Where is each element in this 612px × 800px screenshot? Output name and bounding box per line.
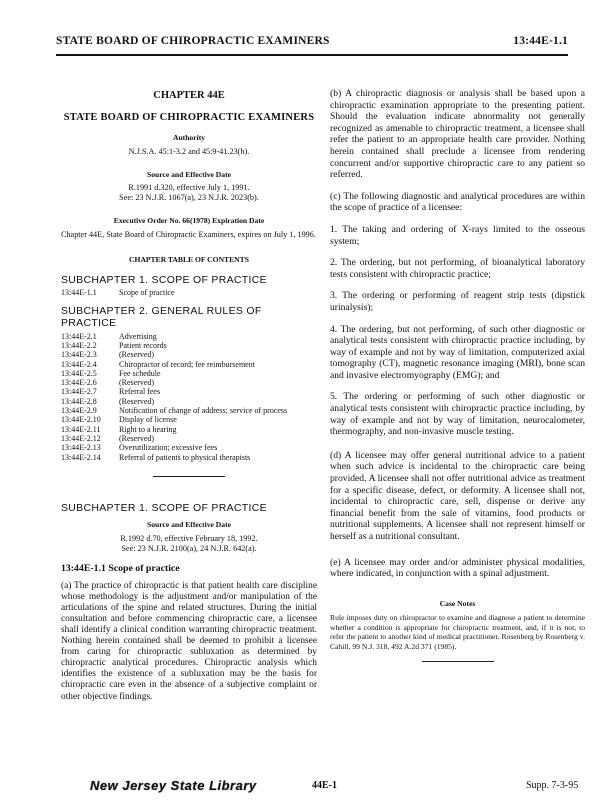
toc-row (61, 288, 317, 297)
toc-subchapter-2-title: SUBCHAPTER 2. GENERAL RULES OF PRACTICE (61, 305, 262, 330)
toc-entry-title: Overutilization; excessive fees (119, 443, 218, 453)
source-line-2: See: 23 N.J.R. 1067(a), 23 N.J.R. 2023(b). (119, 193, 259, 203)
toc-entry-title: Advertising (119, 331, 157, 341)
authority-heading: Authority (172, 133, 206, 143)
toc-entry-title: Fee schedule (119, 368, 161, 378)
case-notes-text: Rule imposes duty on chiropractor to examine and diagnose a patient to determine whether a condition is appropriate for chiropractic treatment, and, if it is not, to refer the patient to another kind of medical practitioner. Rosenberg by Rosenberg v. Cahill, 99 N.J. 318, 492 A.2d 371 (1985). (330, 613, 585, 651)
toc-number: 13:44E-2.11 (61, 424, 101, 434)
toc-row (61, 434, 317, 443)
toc-number: 13:44E-1.1 (61, 288, 97, 298)
toc-row (61, 378, 317, 387)
paragraph-c: (c) The following diagnostic and analytical procedures are within the scope of practice of a licensee: (330, 190, 585, 214)
right-column (330, 88, 585, 662)
toc-number: 13:44E-2.6 (61, 378, 97, 388)
source-line-1: R.1991 d.320, effective July 1, 1991. (128, 183, 250, 193)
section-heading: 13:44E-1.1 Scope of practice (61, 562, 180, 574)
list-item: 3. The ordering or performing of reagent strip tests (dipstick urinalysis); (330, 290, 585, 313)
toc-subchapter-1-title: SUBCHAPTER 1. SCOPE OF PRACTICE (61, 273, 267, 286)
toc-entry-title: Referral fees (119, 387, 161, 397)
toc-subchapter-2-list (61, 332, 317, 462)
toc-row (61, 360, 317, 369)
toc-entry-title: (Reserved) (119, 433, 155, 443)
toc-entry-title: Notification of change of address; service of process (119, 406, 288, 416)
toc-row (61, 387, 317, 396)
procedure-list (330, 224, 585, 438)
toc-row (61, 332, 317, 341)
toc-number: 13:44E-2.2 (61, 340, 97, 350)
toc-row (61, 453, 317, 462)
toc-number: 13:44E-2.1 (61, 331, 97, 341)
toc-number: 13:44E-2.9 (61, 406, 97, 416)
toc-number: 13:44E-2.4 (61, 359, 97, 369)
toc-row (61, 406, 317, 415)
toc-number: 13:44E-2.13 (61, 443, 101, 453)
toc-row (61, 369, 317, 378)
toc-row (61, 341, 317, 350)
toc-number: 13:44E-2.8 (61, 396, 97, 406)
page-footer (0, 780, 612, 798)
toc-number: 13:44E-2.10 (61, 415, 101, 425)
exec-order-heading: Executive Order No. 66(1978) Expiration Date (113, 216, 265, 226)
toc-entry-title: Right to a hearing (119, 424, 177, 434)
paragraph-d: (d) A licensee may offer general nutritional advice to a patient when such advice is incidental to the chiropractic care being provided. A licensee shall not offer nutritional advice as treatment for a specific disease, defect, or deformity. A licensee shall not, incidental to chiropractic care, sell, dispense or derive any financial benefit from the sale of vitamins, food products or nutritional supplements. A licensee shall not represent himself or herself as a nutritional consultant. (330, 449, 585, 542)
toc-number: 13:44E-2.7 (61, 387, 97, 397)
header-rule (56, 54, 568, 56)
header-title: STATE BOARD OF CHIROPRACTIC EXAMINERS (56, 35, 330, 47)
toc-entry-title: Referral of patients to physical therapists (119, 452, 251, 462)
list-item: 4. The ordering, but not performing, of such other diagnostic or analytical tests consistent with chiropractic practice including, by way of example and not by way of limitation, computerized axial tomography (CT), magnetic resonance imaging (MRI), bone scan and invasive electromyography (EMG); and (330, 323, 585, 381)
toc-entry-title: Scope of practice (119, 288, 175, 298)
running-header (56, 35, 568, 53)
toc-row (61, 443, 317, 452)
source-heading: Source and Effective Date (146, 169, 231, 179)
toc-number: 13:44E-2.12 (61, 433, 101, 443)
toc-heading: CHAPTER TABLE OF CONTENTS (129, 254, 249, 264)
toc-entry-title: Patient records (119, 340, 167, 350)
header-section-number: 13:44E-1.1 (513, 35, 568, 47)
exec-order-text: Chapter 44E, State Board of Chiropractic Examiners, expires on July 1, 1996. (61, 229, 316, 239)
case-notes-heading: Case Notes (439, 598, 476, 608)
toc-number: 13:44E-2.14 (61, 452, 101, 462)
toc-entry-title: (Reserved) (119, 396, 155, 406)
list-item: 5. The ordering or performing of such other diagnostic or analytical tests consistent with chiropractic practice including, by way of example and not by way of limitation, neurocalometer, thermography, and non-invasive muscle testing. (330, 391, 585, 438)
subchapter-1-source-line-2: See: 23 N.J.R. 2100(a), 24 N.J.R. 642(a). (121, 543, 257, 553)
library-stamp: New Jersey State Library (90, 778, 257, 793)
toc-row (61, 415, 317, 424)
toc-row (61, 350, 317, 359)
subchapter-1-source-line-1: R.1992 d.70, effective February 18, 1992. (120, 533, 258, 543)
toc-number: 13:44E-2.3 (61, 350, 97, 360)
list-item: 2. The ordering, but not performing, of bioanalytical laboratory tests consistent with chiropractic practice; (330, 257, 585, 280)
toc-entry-title: Display of license (119, 415, 177, 425)
section-divider (153, 476, 225, 477)
page-number: 44E-1 (312, 780, 337, 791)
paragraph-b: (b) A chiropractic diagnosis or analysis shall be based upon a chiropractic examination appropriate to the presenting patient. Should the evaluation indicate abnormality not generally recognized as amenable to chiropractic treatment, a licensee shall refer the patient to an appropriate health care provider. Nothing herein contained shall preclude a licensee from rendering concurrent and/or supportive chiropractic care to any patient so referred. (330, 88, 585, 181)
toc-number: 13:44E-2.5 (61, 368, 97, 378)
paragraph-e: (e) A licensee may order and/or administer physical modalities, where indicated, in conjunction with a spinal adjustment. (330, 556, 585, 580)
paragraph-a: (a) The practice of chiropractic is that patient health care discipline whose methodology is the adjustment and/or manipulation of the articulations of the spine and related structures. During the initial consultation and before commencing chiropractic care, a licensee shall identify a clinical condition warranting chiropractic treatment. Nothing herein contained shall be deemed to prohibit a licensee from caring for chiropractic subluxation as determined by chiropractic analytical procedures. Chiropractic analysis which identifies the existence of a subluxation may be the basis for chiropractic care even in the absence of a subjective complaint or other objective findings. (61, 580, 317, 702)
chapter-title: CHAPTER 44E (153, 90, 225, 101)
subchapter-1-heading: SUBCHAPTER 1. SCOPE OF PRACTICE (61, 501, 267, 514)
subchapter-1-source-heading: Source and Effective Date (146, 520, 231, 530)
board-title: STATE BOARD OF CHIROPRACTIC EXAMINERS (63, 111, 315, 123)
toc-row (61, 397, 317, 406)
toc-subchapter-1-list (61, 288, 317, 297)
toc-entry-title: Chiropractor of record; fee reimbursement (119, 359, 255, 369)
toc-entry-title: (Reserved) (119, 378, 155, 388)
end-divider (422, 661, 494, 662)
list-item: 1. The taking and ordering of X-rays limited to the osseous system; (330, 223, 585, 247)
left-column (61, 88, 317, 703)
authority-text: N.J.S.A. 45:1-3.2 and 45:9-41.23(h). (128, 146, 250, 156)
supplement-date: Supp. 7-3-95 (526, 780, 579, 791)
toc-row (61, 425, 317, 434)
toc-entry-title: (Reserved) (119, 350, 155, 360)
